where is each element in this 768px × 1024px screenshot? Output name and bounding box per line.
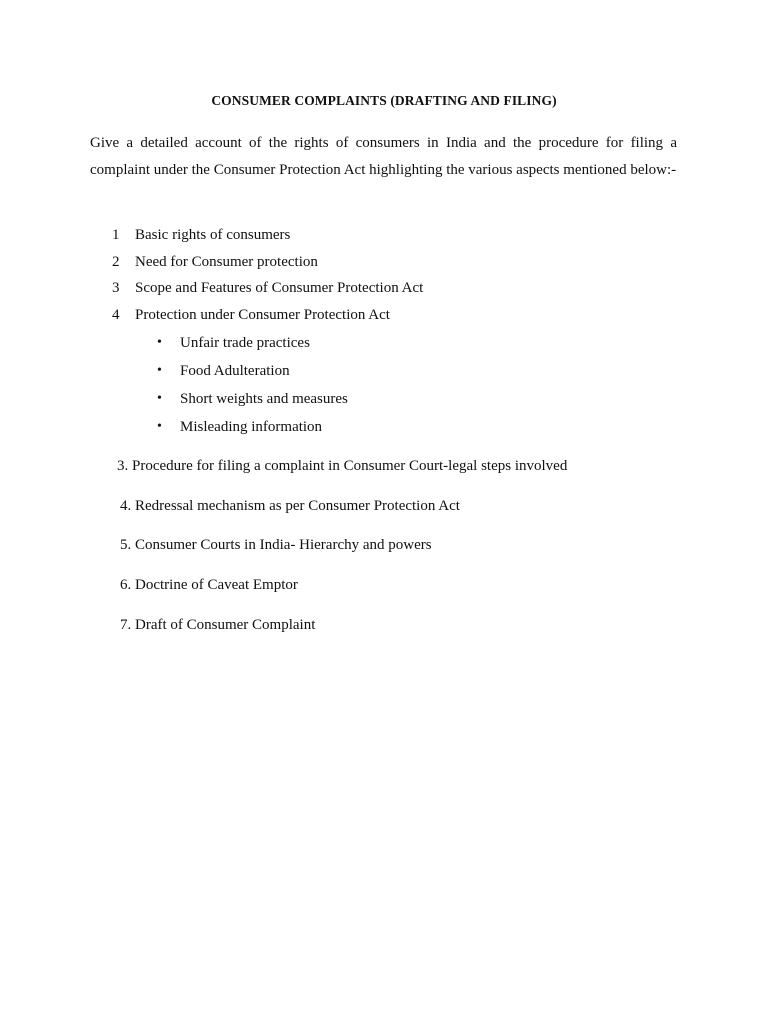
- bullet-item-text: Short weights and measures: [180, 391, 348, 407]
- list-item: [112, 305, 672, 332]
- section-item: 5. Consumer Courts in India- Hierarchy and powers: [120, 537, 432, 554]
- section-item: 7. Draft of Consumer Complaint: [120, 616, 316, 633]
- list-number: 2: [112, 253, 120, 270]
- bullet-icon: •: [157, 419, 162, 434]
- bullet-item: [157, 417, 657, 445]
- bullet-item: [157, 361, 657, 389]
- bullet-list: [157, 333, 657, 445]
- section-item: 4. Redressal mechanism as per Consumer Protection Act: [120, 497, 460, 514]
- bullet-icon: •: [157, 335, 162, 350]
- bullet-item-text: Misleading information: [180, 419, 323, 435]
- bullet-item: [157, 333, 657, 361]
- section-item: 3. Procedure for filing a complaint in Consumer Court-legal steps involved: [117, 458, 568, 474]
- bullet-icon: •: [157, 363, 162, 378]
- bullet-item: [157, 389, 657, 417]
- list-number: 4: [112, 306, 120, 323]
- list-item: [112, 278, 672, 305]
- list-item-text: Protection under Consumer Protection Act: [135, 306, 390, 323]
- list-number: 3: [112, 280, 120, 296]
- intro-paragraph: Give a detailed account of the rights of consumers in India and the procedure for filing a complaint under the Consumer Protection Act highlighting the various aspects mentioned below:-: [90, 135, 677, 178]
- list-item-text: Basic rights of consumers: [135, 227, 291, 243]
- bullet-item-text: Food Adulteration: [180, 363, 290, 379]
- bullet-icon: •: [157, 391, 162, 406]
- numbered-list: [112, 225, 672, 331]
- list-item-text: Need for Consumer protection: [135, 253, 318, 270]
- list-number: 1: [112, 227, 120, 243]
- section-list: [117, 456, 717, 654]
- list-item-text: Scope and Features of Consumer Protection Act: [135, 280, 424, 296]
- list-item: [112, 225, 672, 252]
- document-title: CONSUMER COMPLAINTS (DRAFTING AND FILING): [211, 93, 557, 108]
- list-item: [112, 252, 672, 279]
- bullet-item-text: Unfair trade practices: [180, 335, 310, 351]
- section-item: 6. Doctrine of Caveat Emptor: [120, 577, 298, 594]
